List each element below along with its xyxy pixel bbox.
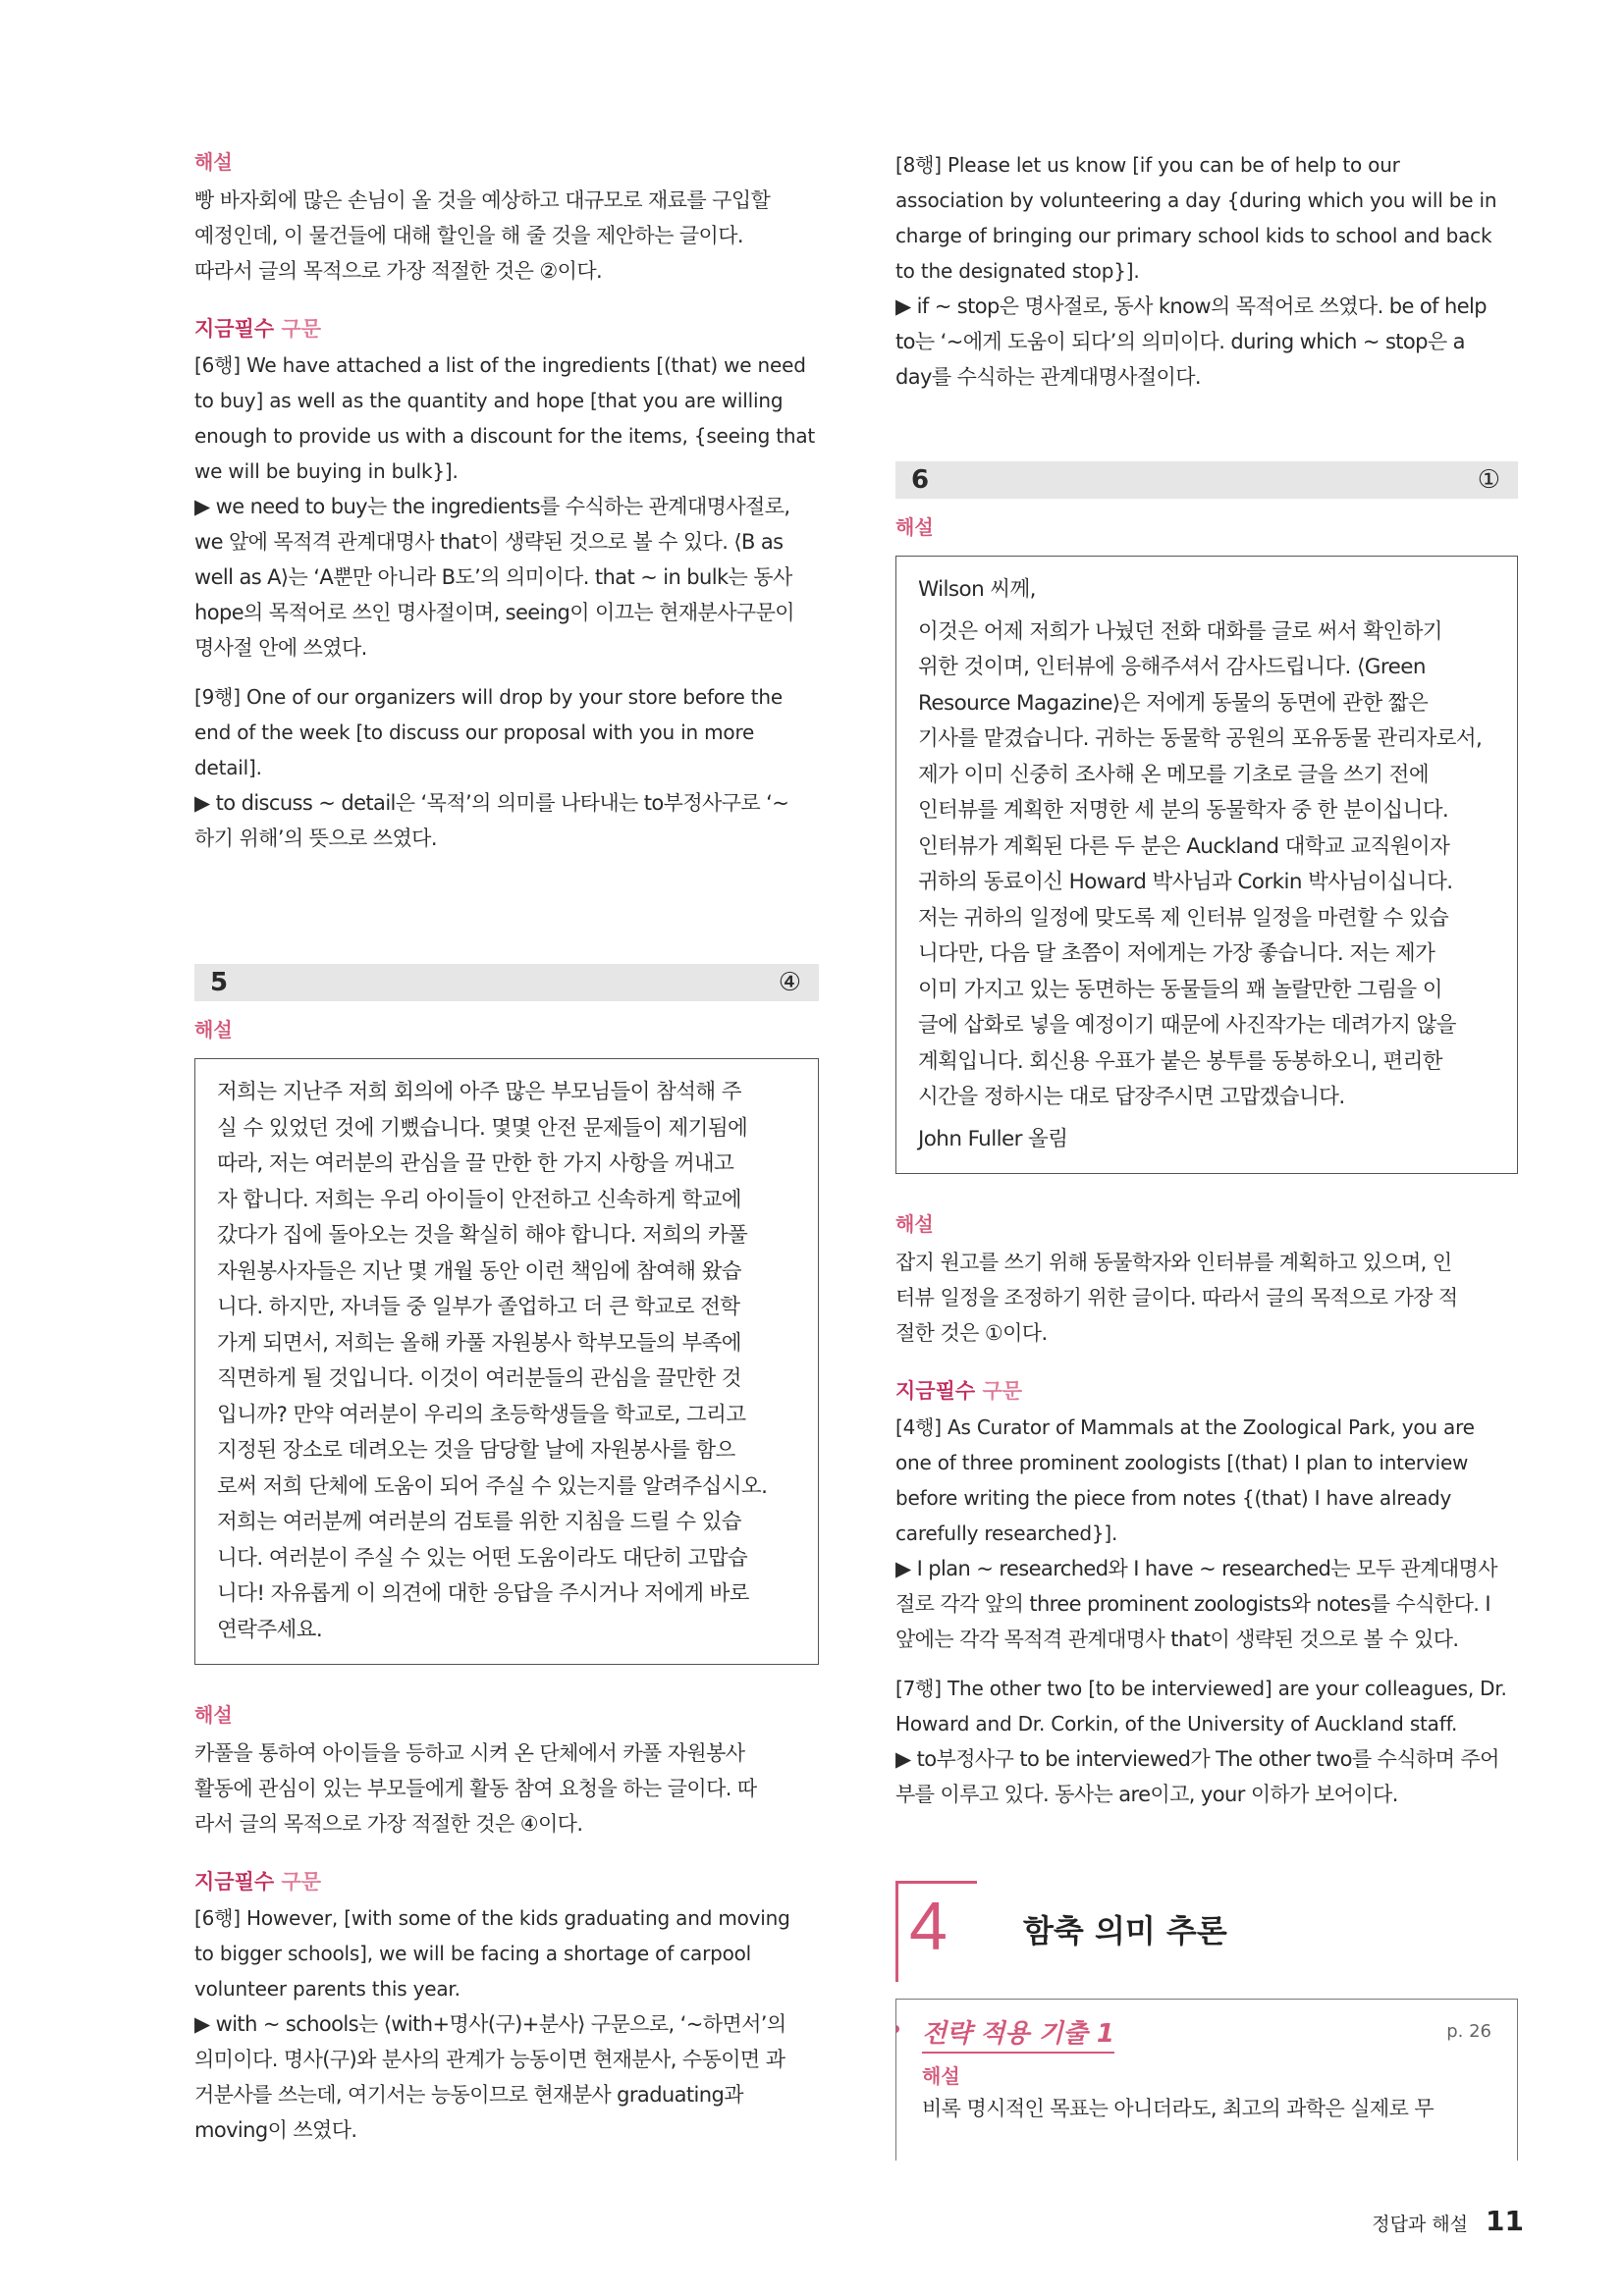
q4-haeseol-label: 해설	[194, 150, 233, 174]
strategy-haeseol-label: 해설	[922, 2064, 960, 2088]
q5-haeseol2-text	[194, 1735, 819, 1842]
text-line: 따라서 글의 목적으로 가장 적절한 것은 ②이다.	[194, 259, 603, 283]
text-line: 앞에는 각각 목적격 관계대명사 that이 생략된 것으로 볼 수 있다.	[895, 1628, 1459, 1651]
text-line: 이것은 어제 저희가 나눴던 전화 대화를 글로 써서 확인하기	[918, 618, 1442, 644]
q4-gumun-label: 지금필수 구문	[194, 317, 322, 341]
text-line: 로써 저희 단체에 도움이 되어 주실 수 있는지를 알려주십시오.	[217, 1473, 768, 1499]
text-line: 글에 삽화로 넣을 예정이기 때문에 사진작가는 데려가지 않을	[918, 1013, 1456, 1038]
text-line: 절한 것은 ①이다.	[895, 1321, 1048, 1345]
question-6-header	[895, 461, 1518, 499]
q5-gumun-sentence-2	[895, 147, 1518, 395]
text-line: 빵 바자회에 많은 손님이 올 것을 예상하고 대규모로 재료를 구입할	[194, 188, 771, 212]
question-number: 5	[210, 968, 229, 997]
question-5-header	[194, 964, 819, 1001]
strategy-title: 전략 적용 기출 1	[922, 2013, 1114, 2054]
text-line: day를 수식하는 관계대명사절이다.	[895, 365, 1201, 389]
left-column	[194, 147, 819, 2148]
text-line: [8행] Please let us know [if you can be of help to our	[895, 153, 1400, 177]
q5-haeseol-label: 해설	[194, 1018, 233, 1041]
q5-haeseol2-label: 해설	[194, 1703, 233, 1727]
text-line: ▶ to부정사구 to be interviewed가 The other two를 수식하며 주어	[895, 1747, 1499, 1771]
text-line: one of three prominent zoologists [(that) I plan to interview	[895, 1451, 1469, 1474]
text-line: to buy] as well as the quantity and hope [that you are willing	[194, 389, 784, 412]
q6-gumun-label: 지금필수 구문	[895, 1379, 1023, 1403]
text-line: 부를 이루고 있다. 동사는 are이고, your 이하가 보어이다.	[895, 1783, 1398, 1806]
text-line: 따라, 저는 여러분의 관심을 끌 만한 한 가지 사항을 꺼내고	[217, 1151, 734, 1176]
text-line: 잡지 원고를 쓰기 위해 동물학자와 인터뷰를 계획하고 있으며, 인	[895, 1251, 1452, 1274]
text-line: hope의 목적어로 쓰인 명사절이며, seeing이 이끄는 현재분사구문이	[194, 601, 794, 624]
text-line: Resource Magazine⟩은 저에게 동물의 동면에 관한 짧은	[918, 690, 1429, 716]
text-line: end of the week [to discuss our proposal with you in more	[194, 721, 755, 744]
q6-gumun-sentence-2	[895, 1671, 1518, 1812]
text-line: volunteer parents this year.	[194, 1977, 460, 2001]
text-line: [7행] The other two [to be interviewed] are your colleagues, Dr.	[895, 1677, 1507, 1700]
text-line: 계획입니다. 회신용 우표가 붙은 봉투를 동봉하오니, 편리한	[918, 1048, 1442, 1074]
text-line: 터뷰 일정을 조정하기 위한 글이다. 따라서 글의 목적으로 가장 적	[895, 1286, 1458, 1309]
text-line: charge of bringing our primary school kids to school and back	[895, 224, 1492, 247]
text-line: ▶ we need to buy는 the ingredients를 수식하는 관계대명사절로,	[194, 495, 790, 518]
text-line: 절로 각각 앞의 three prominent zoologists와 notes를 수식한다. I	[895, 1592, 1491, 1616]
right-column	[895, 147, 1518, 2161]
text-line: [6행] We have attached a list of the ingredients [(that) we need	[194, 353, 806, 377]
section-4-header	[895, 1881, 1518, 1999]
footer-label: 정답과 해설	[1372, 2214, 1469, 2235]
answer-mark: ①	[1477, 465, 1500, 495]
q4-gumun-sentence-2	[194, 679, 819, 856]
text-line: ▶ I plan ~ researched와 I have ~ researched는 모두 관계대명사	[895, 1557, 1497, 1580]
text-line: 카풀을 통하여 아이들을 등하교 시켜 온 단체에서 카풀 자원봉사	[194, 1741, 745, 1765]
text-line: 명사절 안에 쓰였다.	[194, 636, 367, 660]
text-line: ▶ with ~ schools는 ⟨with+명사(구)+분사⟩ 구문으로, ‘~하면서’의	[194, 2012, 786, 2036]
text-line: 자 합니다. 저희는 우리 아이들이 안전하고 신속하게 학교에	[217, 1187, 741, 1212]
text-line: before writing the piece from notes {(that) I have already	[895, 1486, 1452, 1510]
q5-gumun-sentence-1	[194, 1900, 819, 2148]
greeting: Wilson 씨께,	[918, 577, 1036, 602]
q6-haeseol-label: 해설	[895, 515, 934, 539]
text-line: 니다. 여러분이 주실 수 있는 어떤 도움이라도 대단히 고맙습	[217, 1545, 748, 1571]
text-line: 귀하의 동료이신 Howard 박사님과 Corkin 박사님이십니다.	[918, 870, 1453, 894]
text-line: carefully researched}].	[895, 1522, 1118, 1545]
text-line: 니다만, 다음 달 초쯤이 저에게는 가장 좋습니다. 저는 제가	[918, 941, 1435, 966]
text-line: we will be buying in bulk}].	[194, 459, 459, 483]
text-line: 니다! 자유롭게 이 의견에 대한 응답을 주시거나 저에게 바로	[217, 1581, 749, 1606]
page-number: 11	[1486, 2205, 1524, 2237]
answer-mark: ④	[778, 968, 801, 997]
q6-haeseol2-text	[895, 1245, 1518, 1351]
text-line: to bigger schools], we will be facing a shortage of carpool	[194, 1942, 752, 1965]
bullet-dot-icon	[895, 2025, 899, 2033]
text-line: 위한 것이며, 인터뷰에 응해주셔서 감사드립니다. ⟨Green	[918, 655, 1426, 679]
text-line: 니다. 하지만, 자녀들 중 일부가 졸업하고 더 큰 학교로 전학	[217, 1295, 740, 1319]
q6-translation-box	[895, 556, 1518, 1174]
text-line: 하기 위해’의 뜻으로 쓰였다.	[194, 827, 437, 850]
text-line: [4행] As Curator of Mammals at the Zoological Park, you are	[895, 1415, 1475, 1439]
page-reference: p. 26	[1446, 2021, 1491, 2042]
text-line: 제가 이미 신중히 조사해 온 메모를 기초로 글을 쓰기 전에	[918, 762, 1429, 787]
text-line: 활동에 관심이 있는 부모들에게 활동 참여 요청을 하는 글이다. 따	[194, 1777, 757, 1800]
text-line: [9행] One of our organizers will drop by your store before the	[194, 685, 783, 709]
text-line: Howard and Dr. Corkin, of the University of Auckland staff.	[895, 1712, 1458, 1735]
text-line: 비록 명시적인 목표는 아니더라도, 최고의 과학은 실제로 무	[922, 2097, 1435, 2120]
text-line: 거분사를 쓰는데, 여기서는 능동이므로 현재분사 graduating과	[194, 2083, 743, 2107]
text-line: 실 수 있었던 것에 기뻤습니다. 몇몇 안전 문제들이 제기됨에	[217, 1115, 748, 1141]
signature: John Fuller 올림	[918, 1126, 1068, 1151]
text-line: 이미 가지고 있는 동면하는 동물들의 꽤 놀랄만한 그림을 이	[918, 977, 1442, 1002]
text-line: [6행] However, [with some of the kids graduating and moving	[194, 1906, 790, 1930]
question-number: 6	[911, 465, 930, 495]
text-line: 인터뷰를 계획한 저명한 세 분의 동물학자 중 한 분이십니다.	[918, 798, 1449, 823]
text-line: to the designated stop}].	[895, 259, 1140, 283]
text-line: we 앞에 목적격 관계대명사 that이 생략된 것으로 볼 수 있다. ⟨B as	[194, 530, 784, 554]
text-line: to는 ‘~에게 도움이 되다’의 의미이다. during which ~ stop은 a	[895, 330, 1465, 353]
text-line: 저는 귀하의 일정에 맞도록 제 인터뷰 일정을 마련할 수 있습	[918, 905, 1449, 931]
text-line: 자원봉사자들은 지난 몇 개월 동안 이런 책임에 참여해 왔습	[217, 1258, 741, 1284]
q4-gumun-sentence-1	[194, 347, 819, 666]
text-line: 입니까? 만약 여러분이 우리의 초등학생들을 학교로, 그리고	[217, 1402, 746, 1427]
text-line: ▶ if ~ stop은 명사절로, 동사 know의 목적어로 쓰였다. be of help	[895, 294, 1487, 318]
text-line: 연락주세요.	[217, 1617, 323, 1642]
q6-gumun-sentence-1	[895, 1410, 1518, 1657]
text-line: 직면하게 될 것입니다. 이것이 여러분들의 관심을 끌만한 것	[217, 1366, 741, 1391]
q5-translation-box	[194, 1058, 819, 1665]
text-line: detail].	[194, 756, 262, 779]
section-number: 4	[909, 1888, 947, 1964]
q6-haeseol2-label: 해설	[895, 1212, 934, 1236]
text-line: 시간을 정하시는 대로 답장주시면 고맙겠습니다.	[918, 1085, 1345, 1109]
q4-haeseol-text	[194, 183, 819, 289]
text-line: 저희는 여러분께 여러분의 검토를 위한 지침을 드릴 수 있습	[217, 1510, 741, 1534]
strategy-box	[895, 1999, 1518, 2161]
page-footer	[1372, 2205, 1524, 2237]
text-line: 예정인데, 이 물건들에 대해 할인을 해 줄 것을 제안하는 글이다.	[194, 224, 743, 247]
text-line: ▶ to discuss ~ detail은 ‘목적’의 의미를 나타내는 to부정사구로 ‘~	[194, 791, 789, 815]
text-line: 가게 되면서, 저희는 올해 카풀 자원봉사 학부모들의 부족에	[217, 1330, 741, 1356]
text-line: well as A⟩는 ‘A뿐만 아니라 B도’의 의미이다. that ~ in bulk는 동사	[194, 565, 792, 589]
text-line: 인터뷰가 계획된 다른 두 분은 Auckland 대학교 교직원이자	[918, 833, 1450, 859]
section-title: 함축 의미 추론	[1023, 1912, 1227, 1949]
text-line: enough to provide us with a discount for the items, {seeing that	[194, 424, 816, 448]
text-line: moving이 쓰였다.	[194, 2118, 357, 2142]
text-line: 라서 글의 목적으로 가장 적절한 것은 ④이다.	[194, 1812, 583, 1836]
text-line: 갔다가 집에 돌아오는 것을 확실히 해야 합니다. 저희의 카풀	[217, 1223, 748, 1248]
text-line: 저희는 지난주 저희 회의에 아주 많은 부모님들이 참석해 주	[217, 1080, 741, 1104]
text-line: association by volunteering a day {during which you will be in	[895, 188, 1497, 212]
q5-gumun-label: 지금필수 구문	[194, 1870, 322, 1894]
text-line: 지정된 장소로 데려오는 것을 담당할 날에 자원봉사를 함으	[217, 1438, 735, 1463]
text-line: 기사를 맡겼습니다. 귀하는 동물학 공원의 포유동물 관리자로서,	[918, 726, 1483, 751]
text-line: 의미이다. 명사(구)와 분사의 관계가 능동이면 현재분사, 수동이면 과	[194, 2048, 785, 2071]
